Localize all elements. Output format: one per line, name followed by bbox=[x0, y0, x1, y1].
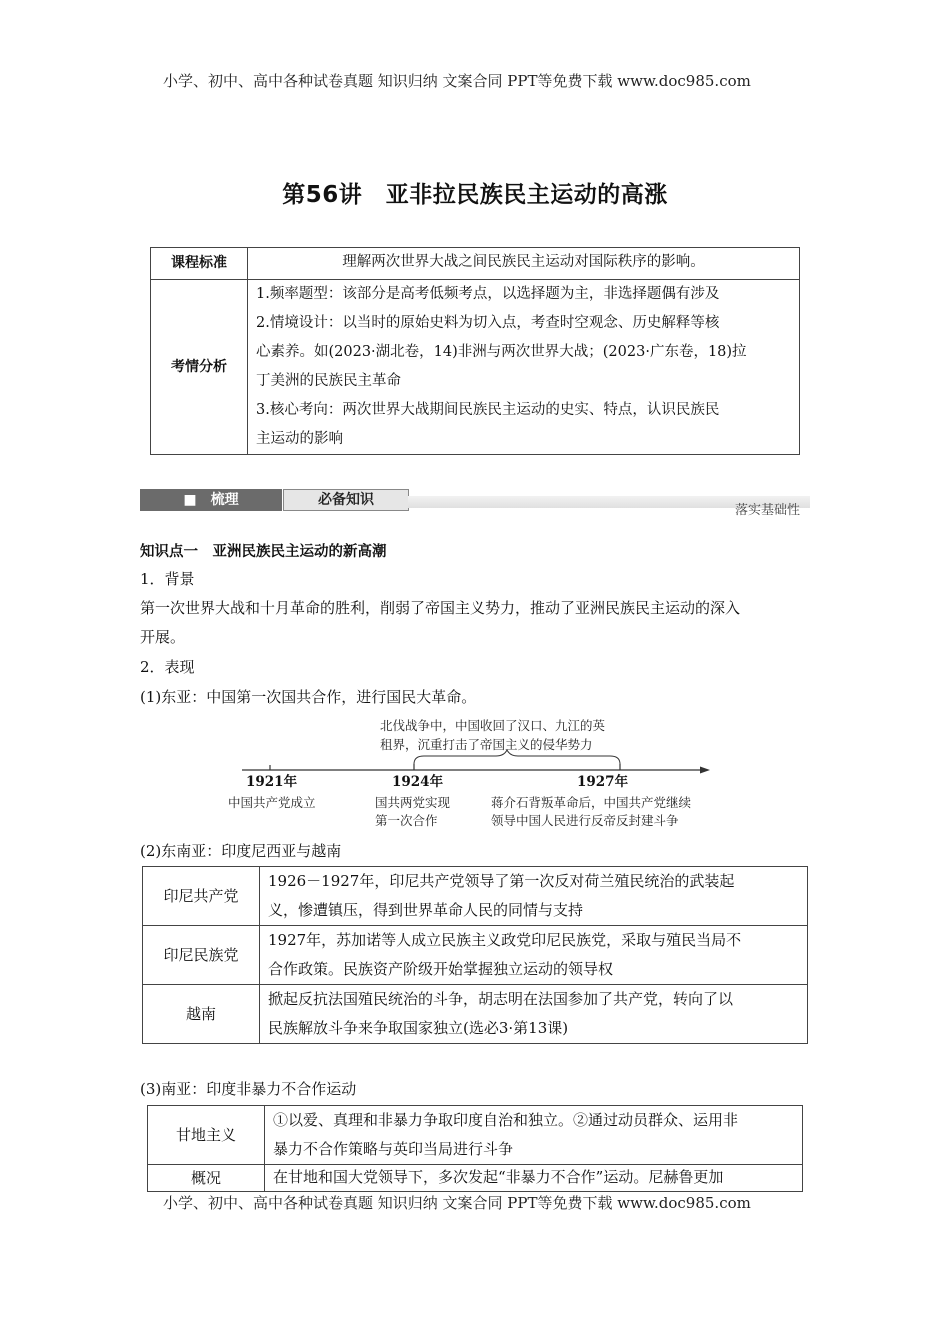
section-heading: 2．表现 bbox=[140, 658, 195, 676]
page-title: 第56讲 亚非拉民族民主运动的高涨 bbox=[282, 182, 668, 208]
band-subtitle: 必备知识 bbox=[283, 489, 409, 511]
analysis-line: 2.情境设计：以当时的原始史料为切入点，考查时空观念、历史解释等核 bbox=[256, 315, 720, 331]
row-line: 1927年，苏加诺等人成立民族主义政党印尼民族党，采取与殖民当局不 bbox=[268, 931, 742, 949]
timeline-event: 领导中国人民进行反帝反封建斗争 bbox=[491, 813, 679, 828]
brace-note-line: 北伐战争中，中国收回了汉口、九江的英 bbox=[380, 718, 606, 733]
timeline-event: 第一次合作 bbox=[375, 813, 438, 828]
row-line: 1926－1927年，印尼共产党领导了第一次反对荷兰殖民统治的武装起 bbox=[268, 872, 735, 890]
row-content bbox=[265, 1165, 803, 1192]
row-label: 印尼共产党 bbox=[143, 867, 260, 926]
brace-note-line: 租界，沉重打击了帝国主义的侵华势力 bbox=[380, 737, 593, 752]
timeline-event: 中国共产党成立 bbox=[228, 795, 316, 810]
analysis-line: 1.频率题型：该部分是高考低频考点，以选择题为主，非选择题偶有涉及 bbox=[256, 286, 720, 302]
band-right-label: 落实基础性 bbox=[734, 503, 800, 518]
row-content bbox=[265, 1106, 803, 1165]
page-header: 小学、初中、高中各种试卷真题 知识归纳 文案合同 PPT等免费下载 www.doc985.com bbox=[163, 72, 751, 90]
table-row bbox=[143, 926, 808, 985]
row-content bbox=[260, 867, 808, 926]
table-row bbox=[143, 985, 808, 1044]
row-line: 义，惨遭镇压，得到世界革命人民的同情与支持 bbox=[268, 901, 584, 919]
analysis-text bbox=[248, 280, 800, 455]
page-footer: 小学、初中、高中各种试卷真题 知识归纳 文案合同 PPT等免费下载 www.doc985.com bbox=[163, 1194, 751, 1212]
row-line: 民族解放斗争来争取国家独立(选必3·第13课) bbox=[268, 1019, 569, 1037]
row-line: 合作政策。民族资产阶级开始掌握独立运动的领导权 bbox=[268, 960, 614, 978]
table-row bbox=[151, 280, 800, 455]
row-content bbox=[260, 985, 808, 1044]
paragraph-line: 第一次世界大战和十月革命的胜利，削弱了帝国主义势力，推动了亚洲民族民主运动的深入 bbox=[140, 599, 741, 617]
band-tag: ■ 梳理 bbox=[140, 489, 282, 511]
table-row bbox=[148, 1106, 803, 1165]
background-paragraph bbox=[140, 594, 820, 652]
analysis-line: 心素养。如(2023·湖北卷，14)非洲与两次世界大战；(2023·广东卷，18)拉 bbox=[256, 344, 747, 360]
standards-text: 理解两次世界大战之间民族民主运动对国际秩序的影响。 bbox=[248, 248, 800, 280]
timeline-arrow bbox=[700, 767, 710, 774]
row-line: ①以爱、真理和非暴力争取印度自治和独立。②通过动员群众、运用非 bbox=[273, 1111, 739, 1129]
south-asia-heading: (3)南亚：印度非暴力不合作运动 bbox=[140, 1080, 357, 1098]
row-content bbox=[260, 926, 808, 985]
row-label: 印尼民族党 bbox=[143, 926, 260, 985]
timeline-axis bbox=[230, 748, 720, 778]
kp-heading: 知识点一 亚洲民族民主运动的新高潮 bbox=[140, 544, 387, 560]
timeline-brace bbox=[414, 750, 620, 764]
row-label: 甘地主义 bbox=[148, 1106, 265, 1165]
timeline-year: 1927年 bbox=[577, 774, 629, 790]
timeline-year: 1921年 bbox=[246, 774, 298, 790]
analysis-line: 3.核心考向：两次世界大战期间民族民主运动的史实、特点，认识民族民 bbox=[256, 402, 720, 418]
table-row bbox=[143, 867, 808, 926]
analysis-line: 丁美洲的民族民主革命 bbox=[256, 373, 401, 389]
table-row bbox=[151, 248, 800, 280]
paragraph-line: 开展。 bbox=[140, 628, 186, 646]
table-row bbox=[148, 1165, 803, 1192]
standards-table bbox=[150, 247, 800, 455]
southeast-asia-heading: (2)东南亚：印度尼西亚与越南 bbox=[140, 842, 342, 860]
row-line: 暴力不合作策略与英印当局进行斗争 bbox=[273, 1140, 514, 1158]
southeast-asia-table bbox=[142, 866, 808, 1044]
south-asia-table bbox=[147, 1105, 803, 1192]
standards-label: 课程标准 bbox=[151, 248, 248, 280]
section-heading: 1．背景 bbox=[140, 570, 195, 588]
timeline-year: 1924年 bbox=[392, 774, 444, 790]
row-label: 概况 bbox=[148, 1165, 265, 1192]
section-band bbox=[140, 487, 810, 518]
row-line: 在甘地和国大党领导下，多次发起“非暴力不合作”运动。尼赫鲁更加 bbox=[273, 1168, 724, 1186]
analysis-label: 考情分析 bbox=[151, 280, 248, 455]
east-asia-heading: (1)东亚：中国第一次国共合作，进行国民大革命。 bbox=[140, 688, 477, 706]
analysis-line: 主运动的影响 bbox=[256, 431, 343, 447]
timeline-event: 蒋介石背叛革命后，中国共产党继续 bbox=[491, 795, 692, 810]
row-line: 掀起反抗法国殖民统治的斗争，胡志明在法国参加了共产党，转向了以 bbox=[268, 990, 734, 1008]
timeline-event: 国共两党实现 bbox=[375, 795, 451, 810]
row-label: 越南 bbox=[143, 985, 260, 1044]
